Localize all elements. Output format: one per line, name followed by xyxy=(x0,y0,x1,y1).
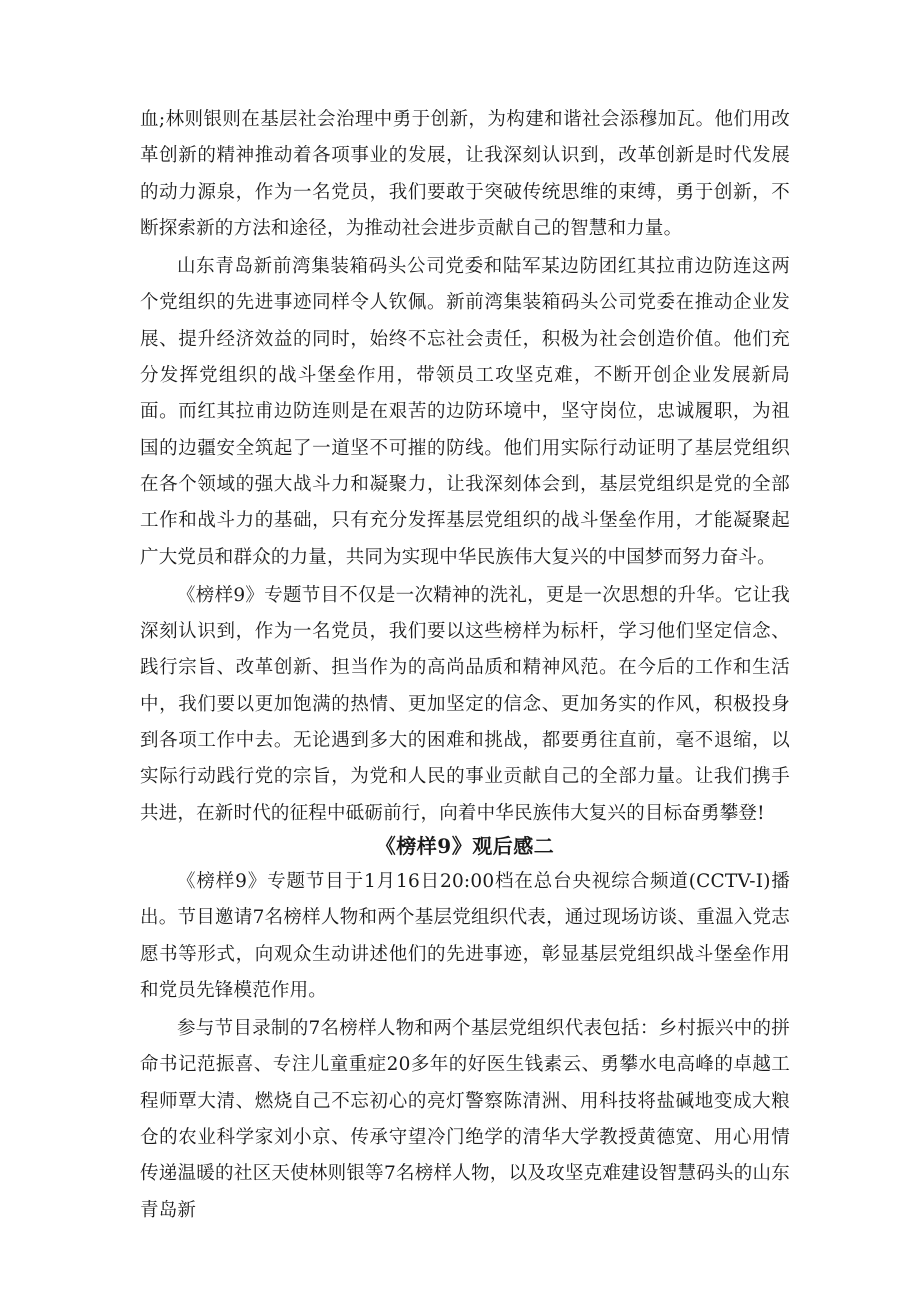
document-page xyxy=(140,102,790,1231)
paragraph-participants: 参与节目录制的7名榜样人物和两个基层党组织代表包括：乡村振兴中的拼命书记范振喜、专注儿童重症20多年的好医生钱素云、勇攀水电高峰的卓越工程师覃大清、燃烧自己不忘初心的亮灯警察陈清洲、用科技将盐碱地变成大粮仓的农业科学家刘小京、传承守望冷门绝学的清华大学教授黄德宽、用心用情传递温暖的社区天使林则银等7名榜样人物，以及攻坚克难建设智慧码头的山东青岛新 xyxy=(140,1018,790,1221)
section-heading: 《榜样9》观后感二 xyxy=(375,833,555,858)
paragraph-broadcast-info: 《榜样9》专题节目于1月16日20:00档在总台央视综合频道(CCTV-I)播出。节目邀请7名榜样人物和两个基层党组织代表，通过现场访谈、重温入党志愿书等形式，向观众生动讲述他们的先进事迹，彰显基层党组织战斗堡垒作用和党员先锋模范作用。 xyxy=(140,870,790,1001)
paragraph-party-organizations: 山东青岛新前湾集装箱码头公司党委和陆军某边防团红其拉甫边防连这两个党组织的先进事迹同样令人钦佩。新前湾集装箱码头公司党委在推动企业发展、提升经济效益的同时，始终不忘社会责任，积极为社会创造价值。他们充分发挥党组织的战斗堡垒作用，带领员工攻坚克难，不断开创企业发展新局面。而红其拉甫边防连则是在艰苦的边防环境中，坚守岗位，忠诚履职，为祖国的边疆安全筑起了一道坚不可摧的防线。他们用实际行动证明了基层党组织在各个领域的强大战斗力和凝聚力，让我深刻体会到，基层党组织是党的全部工作和战斗力的基础，只有充分发挥基层党组织的战斗堡垒作用，才能凝聚起广大党员和群众的力量，共同为实现中华民族伟大复兴的中国梦而努力奋斗。 xyxy=(140,256,790,568)
paragraph-conclusion: 《榜样9》专题节目不仅是一次精神的洗礼，更是一次思想的升华。它让我深刻认识到，作为一名党员，我们要以这些榜样为标杆，学习他们坚定信念、践行宗旨、改革创新、担当作为的高尚品质和精神风范。在今后的工作和生活中，我们要以更加饱满的热情、更加坚定的信念、更加务实的作风，积极投身到各项工作中去。无论遇到多大的困难和挑战，都要勇往直前，毫不退缩，以实际行动践行党的宗旨，为党和人民的事业贡献自己的全部力量。让我们携手共进，在新时代的征程中砥砺前行，向着中华民族伟大复兴的目标奋勇攀登! xyxy=(140,584,790,824)
paragraph-innovation: 血;林则银则在基层社会治理中勇于创新，为构建和谐社会添穆加瓦。他们用改革创新的精神推动着各项事业的发展，让我深刻认识到，改革创新是时代发展的动力源泉，作为一名党员，我们要敢于突破传统思维的束缚，勇于创新，不断探索新的方法和途径，为推动社会进步贡献自己的智慧和力量。 xyxy=(140,109,790,239)
